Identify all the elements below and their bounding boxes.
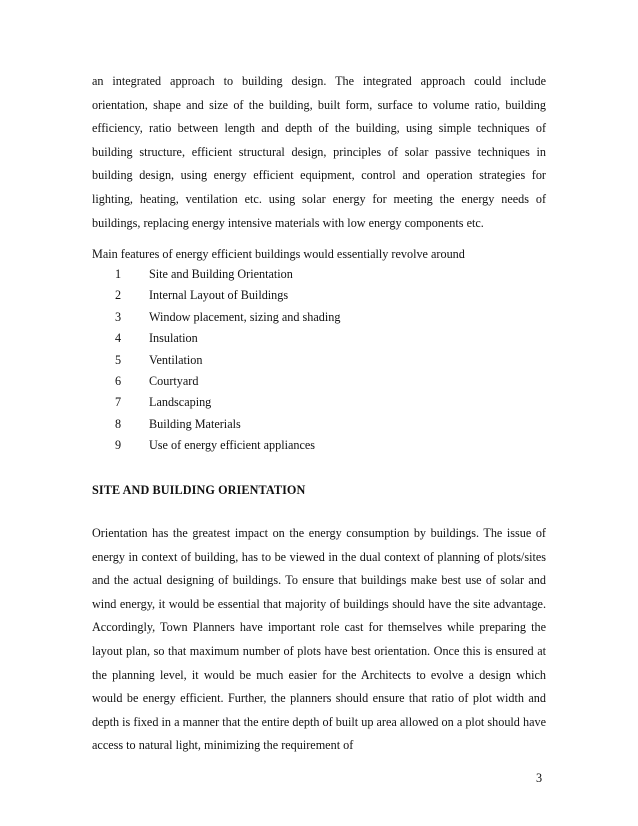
- features-intro: Main features of energy efficient buildings would essentially revolve around: [92, 247, 465, 261]
- list-item: [115, 285, 445, 306]
- section-heading: SITE AND BUILDING ORIENTATION: [92, 483, 306, 497]
- features-list: [115, 264, 445, 457]
- list-item-number: 2: [115, 288, 122, 303]
- list-item-number: 7: [115, 395, 122, 410]
- list-item-text: Courtyard: [149, 373, 199, 388]
- list-item-text: Building Materials: [149, 416, 241, 431]
- list-item-text: Insulation: [149, 331, 198, 346]
- list-item-text: Landscaping: [149, 395, 212, 410]
- list-item-text: Internal Layout of Buildings: [149, 288, 289, 303]
- list-item-number: 4: [115, 331, 122, 346]
- list-item-number: 6: [115, 373, 122, 388]
- list-item: [115, 328, 445, 349]
- list-item-number: 3: [115, 309, 122, 324]
- list-item-number: 8: [115, 416, 122, 431]
- list-item-number: 9: [115, 438, 122, 453]
- orientation-paragraph: Orientation has the greatest impact on the energy consumption by buildings. The issue of energy in context of building, has to be viewed in the dual context of planning of plots/sites and the actual designing of buildings. To ensure that buildings make best use of solar and wind energy, it would be essential that majority of buildings should have the site advantage. Accordingly, Town Planners have important role cast for themselves while preparing the layout plan, so that maximum number of plots have best orientation. Once this is ensured at the planning level, it would be much easier for the Architects to evolve a design which would be energy efficient. Further, the planners should ensure that ratio of plot width and depth is fixed in a manner that the entire depth of built up area allowed on a plot should have access to natural light, minimizing the requirement of: [92, 526, 546, 753]
- intro-paragraph: an integrated approach to building design. The integrated approach could include orientation, shape and size of the building, built form, surface to volume ratio, building efficiency, ratio between length and depth of the building, using simple techniques of building structure, efficient structural design, principles of solar passive techniques in building design, using energy efficient equipment, control and operation strategies for lighting, heating, ventilation etc. using solar energy for meeting the energy needs of buildings, replacing energy intensive materials with low energy components etc.: [92, 74, 546, 230]
- list-item-text: Use of energy efficient appliances: [149, 438, 316, 453]
- list-item-text: Site and Building Orientation: [149, 267, 293, 281]
- list-item: [115, 435, 445, 456]
- list-item: [115, 371, 445, 392]
- list-item-number: 1: [115, 267, 122, 281]
- list-item-text: Ventilation: [149, 352, 203, 367]
- list-item: [115, 307, 445, 328]
- list-item: [115, 392, 445, 413]
- list-item: [115, 414, 445, 435]
- list-item-text: Window placement, sizing and shading: [149, 309, 341, 324]
- page-number: 3: [536, 771, 543, 785]
- list-item-number: 5: [115, 352, 122, 367]
- list-item: [115, 264, 445, 285]
- list-item: [115, 350, 445, 371]
